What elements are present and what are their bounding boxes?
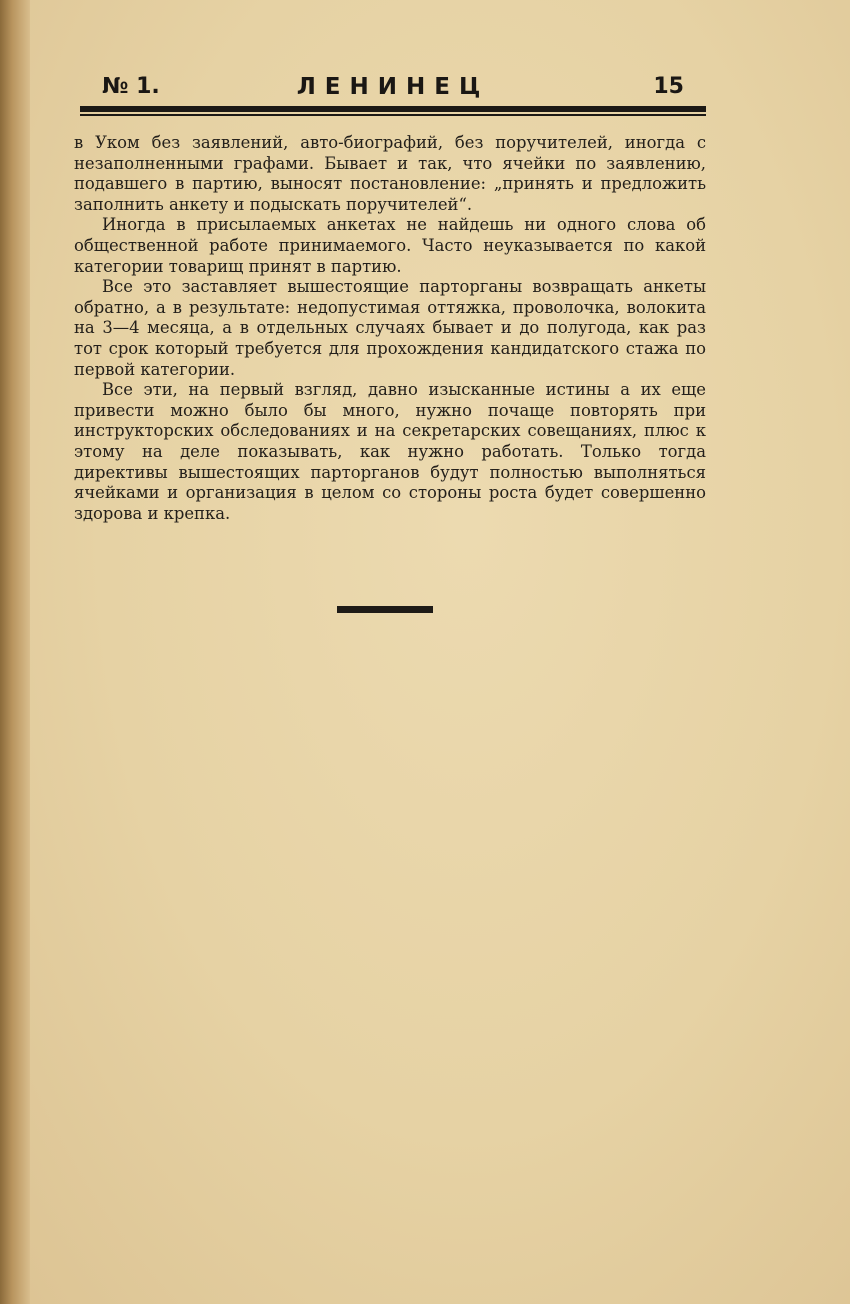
issue-number: № 1. bbox=[102, 74, 160, 99]
page-number: 15 bbox=[653, 74, 684, 99]
header-rule bbox=[80, 106, 706, 112]
journal-title: ЛЕНИНЕЦ bbox=[296, 74, 490, 100]
paragraph: Все это заставляет вышестоящие парторганы возвращать анкеты обратно, а в результате: недопустимая оттяжка, проволочка, волокита на 3—4 месяца, а в отдельных случаях бывает и до полугода, как раз тот срок который требуется для прохождения кандидатского стажа по первой категории. bbox=[74, 277, 706, 379]
paragraph: Иногда в присылаемых анкетах не найдешь ни одного слова об общественной работе принимаемого. Часто неуказывается по какой категории товарищ принят в партию. bbox=[74, 215, 706, 276]
article-body bbox=[74, 133, 706, 524]
page-binding-edge bbox=[0, 0, 30, 1304]
article-end-rule bbox=[337, 606, 433, 613]
paragraph-continued: в Уком без заявлений, авто-биографий, без поручителей, иногда с незаполненными графами. Бывает и так, что ячейки по заявлению, подавшего в партию, выносят постановление: „принять и предложить заполнить анкету и подыскать поручителей“. bbox=[74, 133, 706, 214]
header-rule-thin bbox=[80, 114, 706, 116]
page-header bbox=[80, 72, 706, 106]
paragraph: Все эти, на первый взгляд, давно изысканные истины а их еще привести можно было бы много, нужно почаще повторять при инструкторских обследованиях и на секретарских совещаниях, плюс к этому на деле показывать, как нужно работать. Только тогда директивы вышестоящих парторганов будут полностью выполняться ячейками и организация в целом со стороны роста будет совершенно здорова и крепка. bbox=[74, 380, 706, 523]
